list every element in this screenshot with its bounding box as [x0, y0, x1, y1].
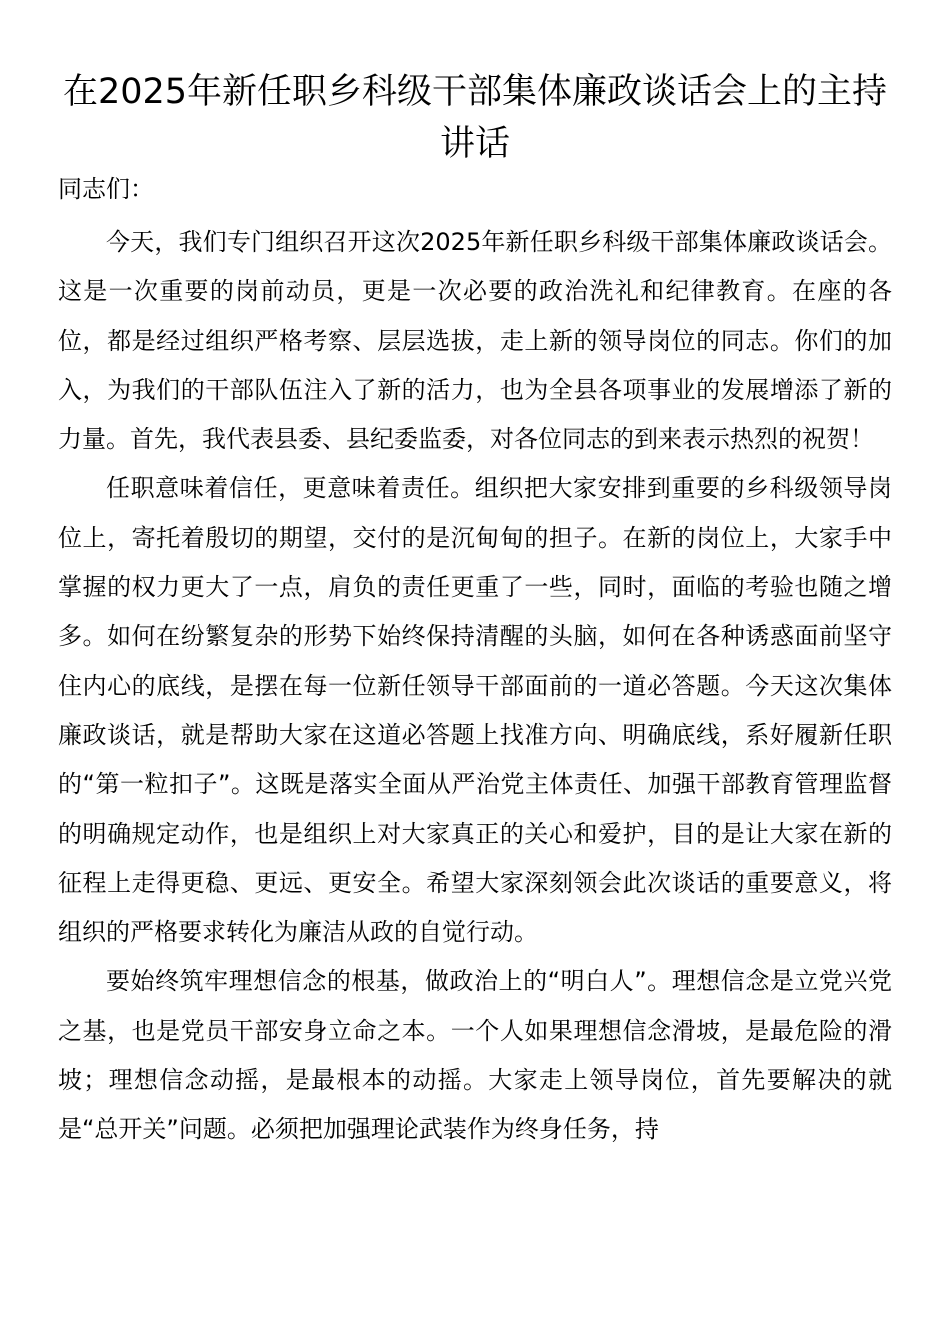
document-title: 在2025年新任职乡科级干部集体廉政谈话会上的主持讲话 — [62, 72, 888, 164]
paragraph: 今天，我们专门组织召开这次2025年新任职乡科级干部集体廉政谈话会。这是一次重要的岗前动员，更是一次必要的政治洗礼和纪律教育。在座的各位，都是经过组织严格考察、层层选拔，走上新的领导岗位的同志。你们的加入，为我们的干部队伍注入了新的活力，也为全县各项事业的发展增添了新的力量。首先，我代表县委、县纪委监委，对各位同志的到来表示热烈的祝贺！ — [58, 228, 892, 454]
paragraph: 要始终筑牢理想信念的根基，做政治上的“明白人”。理想信念是立党兴党之基，也是党员干部安身立命之本。一个人如果理想信念滑坡，是最危险的滑坡；理想信念动摇，是最根本的动摇。大家走上领导岗位，首先要解决的就是“总开关”问题。必须把加强理论武装作为终身任务，持 — [58, 967, 892, 1144]
paragraph: 任职意味着信任，更意味着责任。组织把大家安排到重要的乡科级领导岗位上，寄托着殷切的期望，交付的是沉甸甸的担子。在新的岗位上，大家手中掌握的权力更大了一点，肩负的责任更重了一些，同时，面临的考验也随之增多。如何在纷繁复杂的形势下始终保持清醒的头脑，如何在各种诱惑面前坚守住内心的底线，是摆在每一位新任领导干部面前的一道必答题。今天这次集体廉政谈话，就是帮助大家在这道必答题上找准方向、明确底线，系好履新任职的“第一粒扣子”。这既是落实全面从严治党主体责任、加强干部教育管理监督的明确规定动作，也是组织上对大家真正的关心和爱护，目的是让大家在新的征程上走得更稳、更远、更安全。希望大家深刻领会此次谈话的重要意义，将组织的严格要求转化为廉洁从政的自觉行动。 — [58, 474, 892, 947]
document-body — [58, 218, 892, 1155]
salutation: 同志们： — [58, 175, 154, 203]
